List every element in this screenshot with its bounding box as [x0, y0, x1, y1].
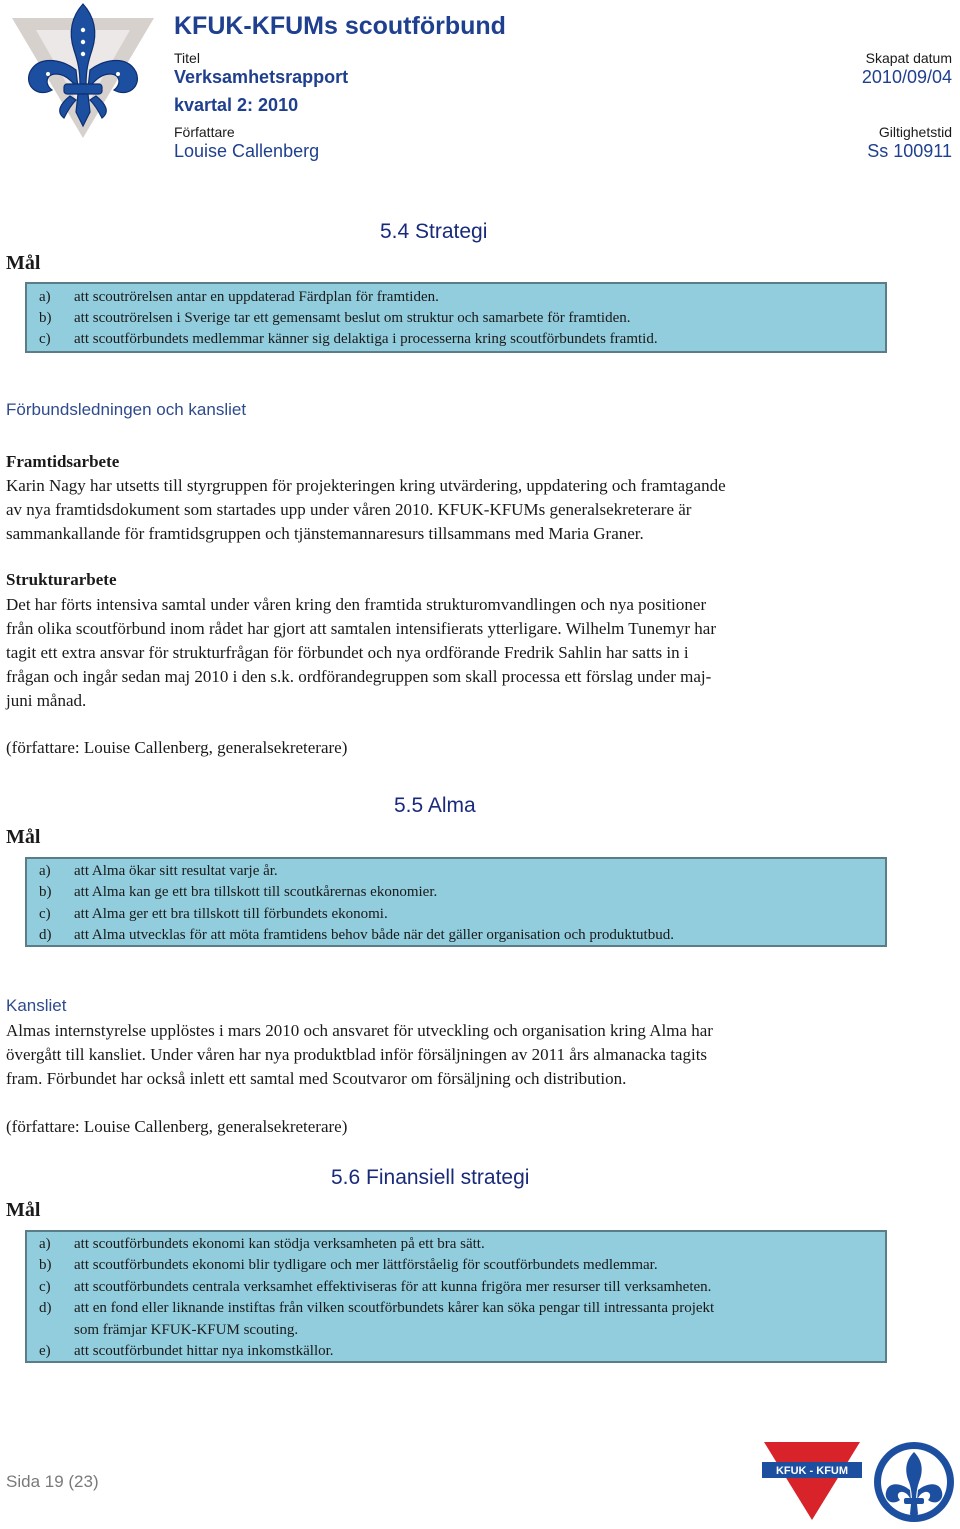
author-note: (författare: Louise Callenberg, generalsekreterare)	[6, 738, 348, 757]
goal-letter: d)	[39, 1300, 52, 1316]
goal-text: att scoutförbundets ekonomi blir tydligare och mer lättförståelig för scoutförbundets medlemmar.	[74, 1257, 658, 1273]
goal-text: att Alma kan ge ett bra tillskott till scoutkårernas ekonomier.	[74, 884, 438, 900]
goal-letter: b)	[39, 1257, 52, 1273]
kansliet-line: övergått till kansliet. Under våren har nya produktblad inför försäljningen av 2011 års almanacka tagits	[6, 1045, 708, 1064]
author-label: Författare	[174, 124, 235, 140]
goal-letter: c)	[39, 906, 51, 922]
goal-letter: b)	[39, 884, 52, 900]
goal-text: att scoutförbundets centrala verksamhet effektiviseras för att kunna frigöra mer resurser till verksamheten.	[74, 1279, 712, 1295]
validity-label: Giltighetstid	[878, 124, 952, 140]
goal-letter: b)	[39, 310, 52, 326]
goal-letter: a)	[39, 863, 51, 879]
goals-box	[25, 1230, 887, 1363]
created-date-value: 2010/09/04	[861, 67, 952, 87]
validity-value: Ss 100911	[867, 141, 952, 161]
kansliet-line: fram. Förbundet har också inlett ett samtal med Scoutvaror om försäljning och distribution.	[6, 1069, 627, 1088]
goal-text: att scoutförbundets ekonomi kan stödja verksamheten på ett bra sätt.	[74, 1236, 485, 1252]
kansliet-line: Almas internstyrelse upplöstes i mars 2010 och ansvaret för utveckling och organisation kring Alma har	[6, 1021, 713, 1040]
document-subtitle: kvartal 2: 2010	[174, 95, 299, 115]
framtidsarbete-line: Karin Nagy har utsetts till styrgruppen för projekteringen kring utvärdering, uppdatering och framtagande	[6, 476, 726, 495]
goals-label: Mål	[6, 826, 41, 848]
strukturarbete-line: Det har förts intensiva samtal under våren kring den framtida strukturomvandlingen och nya positioner	[6, 595, 707, 614]
organization-name: KFUK-KFUMs scoutförbund	[174, 12, 506, 40]
strukturarbete-line: tagit ett extra ansvar för strukturfrågan för förbundet och nya ordförande Fredrik Sahlin har satts in i	[6, 643, 689, 662]
goal-text: att Alma ökar sitt resultat varje år.	[74, 863, 278, 879]
subsection-heading: Kansliet	[6, 996, 67, 1015]
framtidsarbete-heading: Framtidsarbete	[6, 452, 120, 471]
document-title: Verksamhetsrapport	[174, 67, 349, 87]
strukturarbete-line: frågan och ingår sedan maj 2010 i den s.k. ordförandegruppen som skall processa ett förslag under maj-	[6, 667, 712, 686]
strukturarbete-line: juni månad.	[6, 691, 87, 710]
goal-text: att scoutrörelsen i Sverige tar ett gemensamt beslut om struktur och samarbete för framtiden.	[74, 310, 631, 326]
scout-trefoil-logo	[872, 1438, 956, 1524]
goals-box	[25, 857, 887, 947]
goal-letter: a)	[39, 289, 51, 305]
page-number: Sida 19 (23)	[6, 1472, 99, 1491]
goal-letter: d)	[39, 927, 52, 943]
goal-text: att en fond eller liknande instiftas från vilken scoutförbundets kårer kan söka pengar till intressanta projekt	[74, 1300, 715, 1316]
goals-label: Mål	[6, 252, 41, 274]
strukturarbete-line: från olika scoutförbund inom rådet har gjort att samtalen intensifierats ytterligare. Wilhelm Tunemyr har	[6, 619, 716, 638]
goal-text: att scoutförbundets medlemmar känner sig delaktiga i processerna kring scoutförbundets framtid.	[74, 331, 658, 347]
framtidsarbete-line: sammankallande för framtidsgruppen och tjänstemannaresurs tillsammans med Maria Graner.	[6, 524, 644, 543]
scout-emblem-logo	[8, 0, 158, 140]
kfuk-kfum-logo	[762, 1440, 862, 1522]
section-heading-finansiell-strategi: 5.6 Finansiell strategi	[331, 1166, 530, 1189]
goal-text: att Alma utvecklas för att möta framtidens behov både när det gäller organisation och produktutbud.	[74, 927, 674, 943]
section-heading-alma: 5.5 Alma	[394, 794, 476, 817]
created-date-label: Skapat datum	[865, 50, 952, 66]
goal-letter: a)	[39, 1236, 51, 1252]
goal-letter: c)	[39, 1279, 51, 1295]
goal-text: att Alma ger ett bra tillskott till förbundets ekonomi.	[74, 906, 388, 922]
goal-text: att scoutrörelsen antar en uppdaterad Färdplan för framtiden.	[74, 289, 439, 305]
strukturarbete-heading: Strukturarbete	[6, 570, 117, 589]
goal-letter: c)	[39, 331, 51, 347]
goals-box	[25, 282, 887, 353]
subsection-heading: Förbundsledningen och kansliet	[6, 400, 247, 419]
logo-text: KFUK - KFUM	[775, 1465, 849, 1477]
title-label: Titel	[174, 50, 200, 66]
goal-text: att scoutförbundet hittar nya inkomstkällor.	[74, 1343, 334, 1359]
author-value: Louise Callenberg	[174, 141, 320, 161]
goal-letter: e)	[39, 1343, 51, 1359]
goals-label: Mål	[6, 1199, 41, 1221]
goal-text: som främjar KFUK-KFUM scouting.	[74, 1322, 299, 1338]
framtidsarbete-line: av nya framtidsdokument som startades upp under våren 2010. KFUK-KFUMs generalsekreterare är	[6, 500, 692, 519]
section-heading-strategi: 5.4 Strategi	[380, 220, 488, 243]
author-note: (författare: Louise Callenberg, generalsekreterare)	[6, 1117, 348, 1136]
